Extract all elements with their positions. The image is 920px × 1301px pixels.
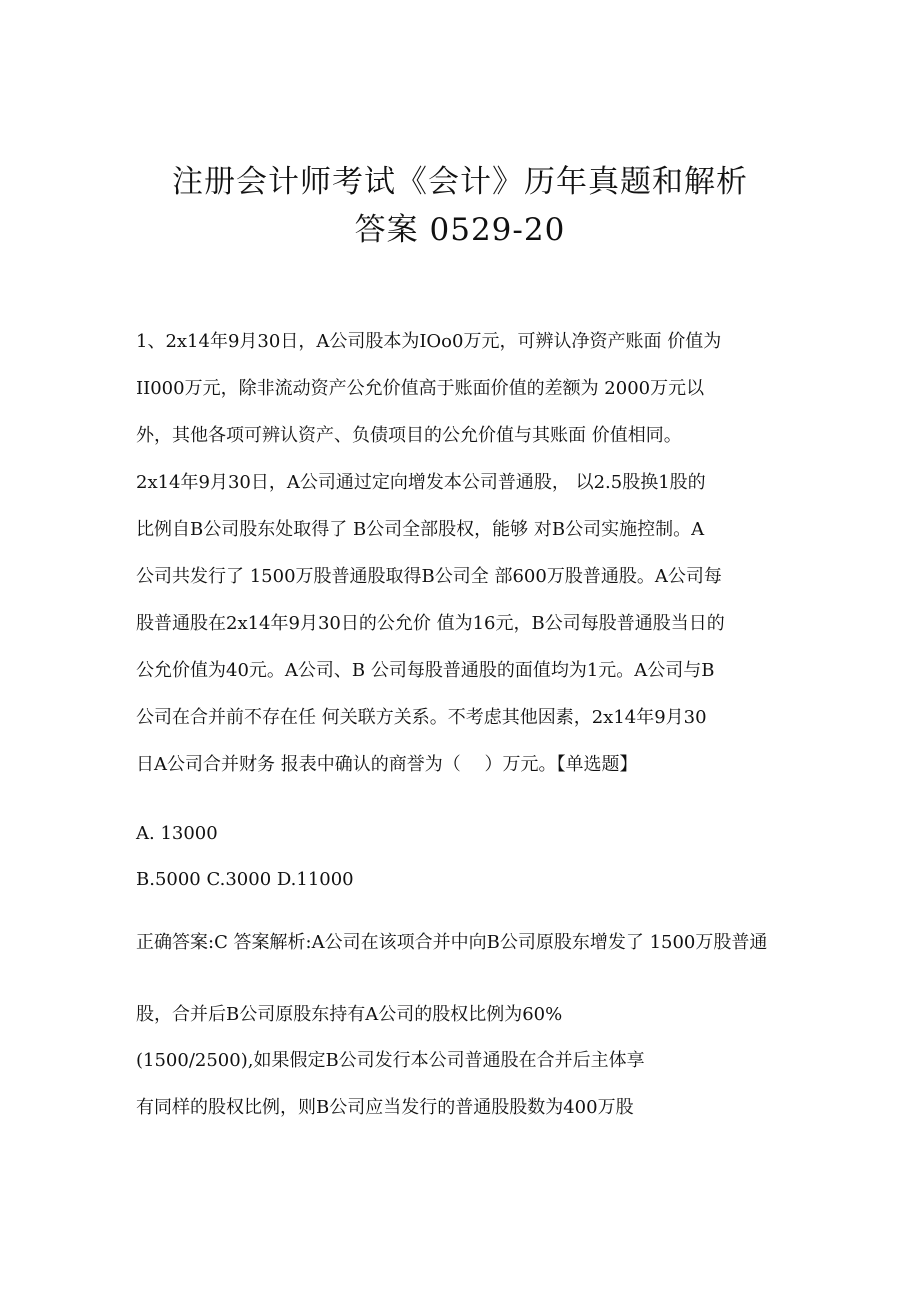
document-title: 注册会计师考试《会计》历年真题和解析 <box>172 164 748 200</box>
question-line: 1、2x14年9月30日，A公司股本为IOo0万元，可辨认净资产账面 价值为 <box>136 331 722 352</box>
answer-explanation-line: (1500/2500),如果假定B公司发行本公司普通股在合并后主体享 <box>136 1050 645 1071</box>
question-line: 公允价值为40元。A公司、B 公司每股普通股的面值均为1元。A公司与B <box>136 660 715 681</box>
question-line: 公司共发行了 1500万股普通股取得B公司全 部600万股普通股。A公司每 <box>136 566 722 587</box>
question-line: 外，其他各项可辨认资产、负债项目的公允价值与其账面 价值相同。 <box>136 425 682 446</box>
options-bcd: B.5000 C.3000 D.11000 <box>136 869 354 890</box>
question-line: 日A公司合并财务 报表中确认的商誉为（ ）万元。【单选题】 <box>136 754 638 775</box>
question-line: 比例自B公司股东处取得了 B公司全部股权，能够 对B公司实施控制。A <box>136 519 705 540</box>
question-line: 2x14年9月30日，A公司通过定向增发本公司普通股， 以2.5股换1股的 <box>136 472 706 493</box>
question-line: 公司在合并前不存在任 何关联方关系。不考虑其他因素，2x14年9月30 <box>136 707 707 728</box>
answer-explanation-line: 正确答案:C 答案解析:A公司在该项合并中向B公司原股东增发了 1500万股普通 <box>136 932 768 953</box>
option-a: A. 13000 <box>136 823 218 844</box>
question-line: 股普通股在2x14年9月30日的公允价 值为16元，B公司每股普通股当日的 <box>136 613 725 634</box>
answer-explanation-line: 有同样的股权比例，则B公司应当发行的普通股股数为400万股 <box>136 1097 634 1118</box>
question-line: II000万元，除非流动资产公允价值高于账面价值的差额为 2000万元以 <box>136 378 705 399</box>
document-title-code: 答案 0529-20 <box>354 212 566 248</box>
answer-explanation-line: 股，合并后B公司原股东持有A公司的股权比例为60% <box>136 1004 563 1025</box>
